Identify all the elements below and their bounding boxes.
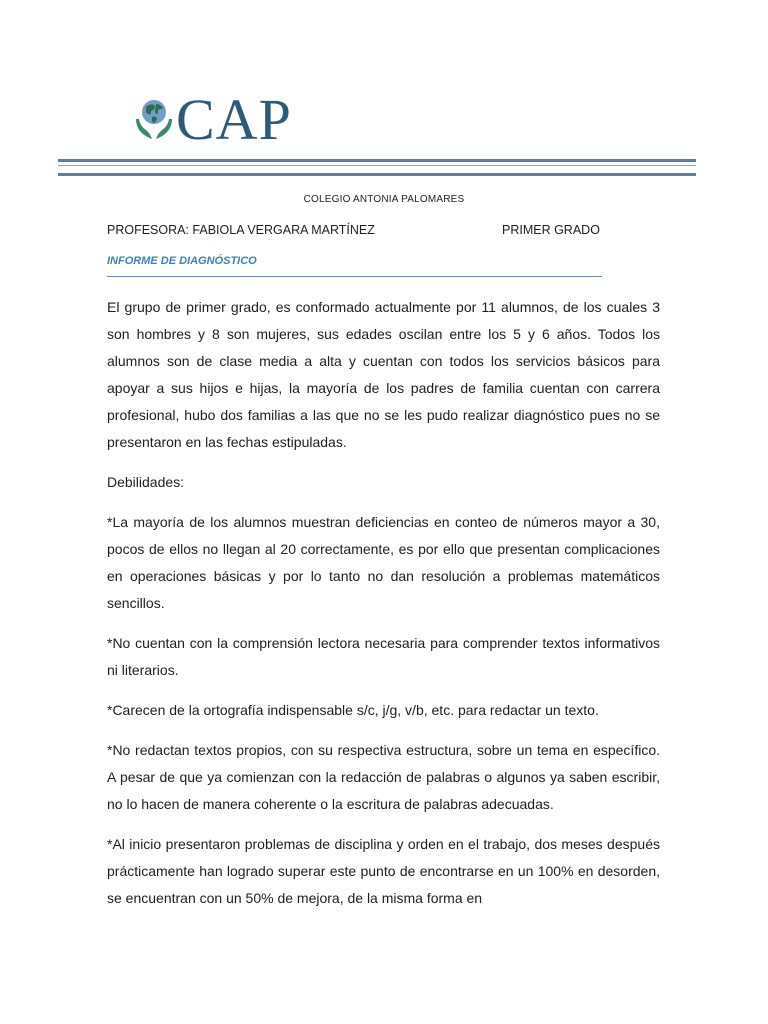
grade-label: PRIMER GRADO bbox=[502, 223, 600, 237]
header-rule-bottom bbox=[58, 173, 696, 176]
teacher-name: PROFESORA: FABIOLA VERGARA MARTÍNEZ bbox=[107, 223, 375, 237]
paragraph-spelling: *Carecen de la ortografía indispensable s/c, j/g, v/b, etc. para redactar un texto. bbox=[107, 702, 599, 718]
paragraph-intro: El grupo de primer grado, es conformado actualmente por 11 alumnos, de los cuales 3 son hombres y 8 son mujeres, sus edades oscilan entre los 5 y 6 años. Todos los alumnos son de clase media a alta y cuentan con todos los servicios básicos para apoyar a sus hijos e hijas, la mayoría de los padres de familia cuentan con carrera profesional, hubo dos familias a las que no se les pudo realizar diagnóstico pues no se presentaron en las fechas estipuladas. bbox=[107, 299, 660, 450]
document-body bbox=[107, 294, 660, 925]
paragraph-discipline: *Al inicio presentaron problemas de disciplina y orden en el trabajo, dos meses después prácticamente han logrado superar este punto de encontrarse en un 100% en desorden, se encuentran con un 50% de mejora, de la misma forma en bbox=[107, 836, 660, 906]
paragraph-math: *La mayoría de los alumnos muestran deficiencias en conteo de números mayor a 30, pocos de ellos no llegan al 20 correctamente, es por ello que presentan complicaciones en operaciones básicas y por lo tanto no dan resolución a problemas matemáticos sencillos. bbox=[107, 514, 660, 611]
title-underline bbox=[107, 276, 602, 277]
report-title: INFORME DE DIAGNÓSTICO bbox=[107, 255, 257, 267]
header-rule-middle bbox=[58, 165, 696, 166]
paragraph-weaknesses-heading: Debilidades: bbox=[107, 474, 185, 490]
school-logo bbox=[132, 87, 292, 152]
paragraph-reading: *No cuentan con la comprensión lectora necesaria para comprender textos informativos ni literarios. bbox=[107, 635, 660, 678]
logo-text: CAP bbox=[176, 87, 292, 152]
globe-hands-icon bbox=[132, 95, 174, 145]
school-name: COLEGIO ANTONIA PALOMARES bbox=[303, 194, 465, 205]
header-rule-top bbox=[58, 159, 696, 162]
paragraph-writing: *No redactan textos propios, con su respectiva estructura, sobre un tema en específico. A pesar de que ya comienzan con la redacción de palabras o algunos ya saben escribir, no lo hacen de manera coherente o la escritura de palabras adecuadas. bbox=[107, 742, 660, 812]
